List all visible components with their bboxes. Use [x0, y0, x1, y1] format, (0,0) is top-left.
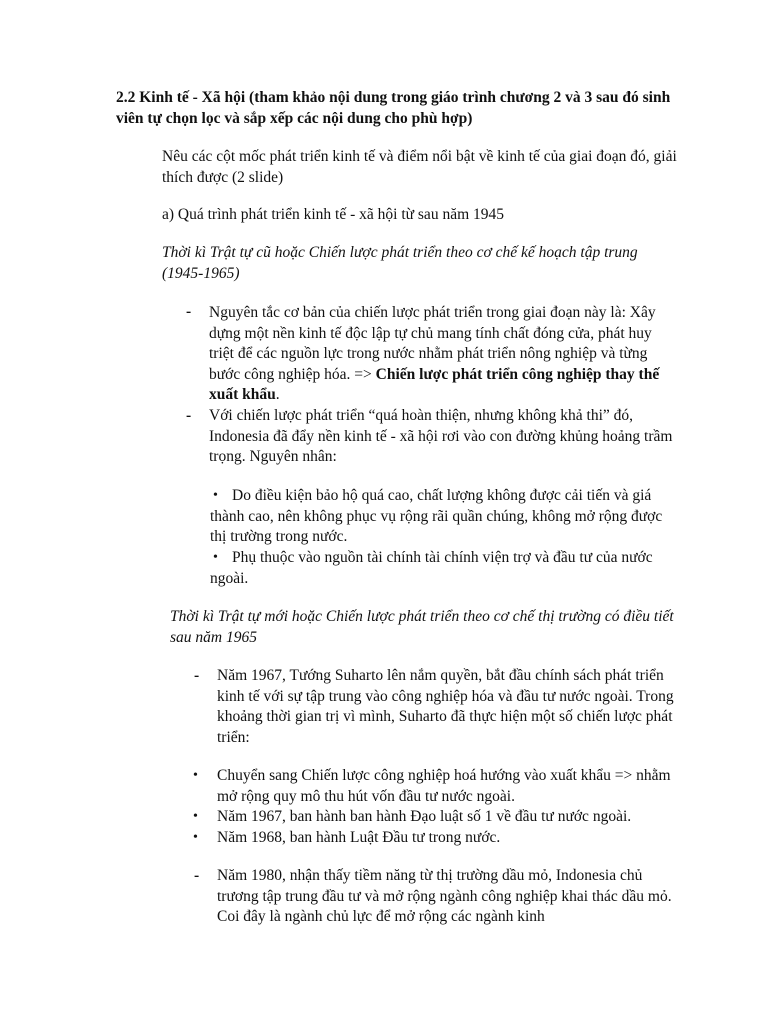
bullet-item-text: Do điều kiện bảo hộ quá cao, chất lượng không được cải tiến và giá thành cao, nên không phục vụ rộng rãi quần chúng, không mở rộng được thị trường trong nước.: [210, 487, 663, 545]
list-item-text: Năm 1980, nhận thấy tiềm năng từ thị trường dầu mỏ, Indonesia chủ trương tập trung đầu tư và mở rộng ngành công nghiệp khai thác dầu mỏ. Coi đây là ngành chủ lực để mở rộng các ngành kinh: [217, 867, 672, 925]
bullet-item-text: Năm 1968, ban hành Luật Đầu tư trong nước.: [217, 829, 501, 846]
list-item-text: [209, 303, 679, 406]
bullet-item-text: Năm 1967, ban hành ban hành Đạo luật số 1 về đầu tư nước ngoài.: [217, 808, 632, 825]
list-item-text-end: .: [275, 386, 280, 403]
period-2-title: Thời kì Trật tự mới hoặc Chiến lược phát triển theo cơ chế thị trường có điều tiết sau năm 1965: [170, 608, 674, 646]
bullet-marker: •: [213, 550, 218, 565]
bullet-marker: •: [193, 768, 198, 783]
dash-marker: -: [194, 867, 200, 884]
list-item-text-body: Nguyên tắc cơ bản của chiến lược phát triển trong giai đoạn này là: Xây dựng một nền kinh tế độc lập tự chủ mang tính chất đóng cửa, phát huy triệt để các nguồn lực trong nước nhằm phát triển nông nghiệp và từng bước công nghiệp hóa. =>: [209, 304, 656, 383]
list-item-text: Với chiến lược phát triển “quá hoàn thiện, nhưng không khả thi” đó, Indonesia đã đẩy nền kinh tế - xã hội rơi vào con đường khủng hoảng trầm trọng. Nguyên nhân:: [209, 407, 673, 465]
emphasis-text: Chiến lược phát triển công nghiệp thay thế xuất khẩu: [209, 365, 660, 403]
bullet-marker: •: [193, 809, 198, 824]
period-1-title: Thời kì Trật tự cũ hoặc Chiến lược phát triển theo cơ chế kế hoạch tập trung (1945-1965): [162, 244, 638, 282]
bullet-item-text: Phụ thuộc vào nguồn tài chính tài chính viện trợ và đầu tư của nước ngoài.: [210, 549, 653, 587]
list-item-text: Năm 1967, Tướng Suharto lên nắm quyền, bắt đầu chính sách phát triển kinh tế với sự tập trung vào công nghiệp hóa và đầu tư nước ngoài. Trong khoảng thời gian trị vì mình, Suharto đã thực hiện một số chiến lược phát triển:: [217, 667, 674, 746]
bullet-item-text: Chuyển sang Chiến lược công nghiệp hoá hướng vào xuất khẩu => nhằm mở rộng quy mô thu hút vốn đầu tư nước ngoài.: [217, 767, 671, 805]
dash-marker: -: [194, 667, 200, 684]
section-a-title: a) Quá trình phát triển kinh tế - xã hội từ sau năm 1945: [162, 206, 504, 223]
dash-marker: -: [186, 303, 192, 320]
section-heading: 2.2 Kinh tế - Xã hội (tham khảo nội dung trong giáo trình chương 2 và 3 sau đó sinh viên tự chọn lọc và sắp xếp các nội dung cho phù hợp): [116, 89, 671, 127]
bullet-marker: •: [213, 488, 218, 503]
intro-paragraph: Nêu các cột mốc phát triển kinh tế và điểm nổi bật về kinh tế của giai đoạn đó, giải thích được (2 slide): [162, 148, 677, 186]
bullet-marker: •: [193, 830, 198, 845]
dash-marker: -: [186, 407, 192, 424]
